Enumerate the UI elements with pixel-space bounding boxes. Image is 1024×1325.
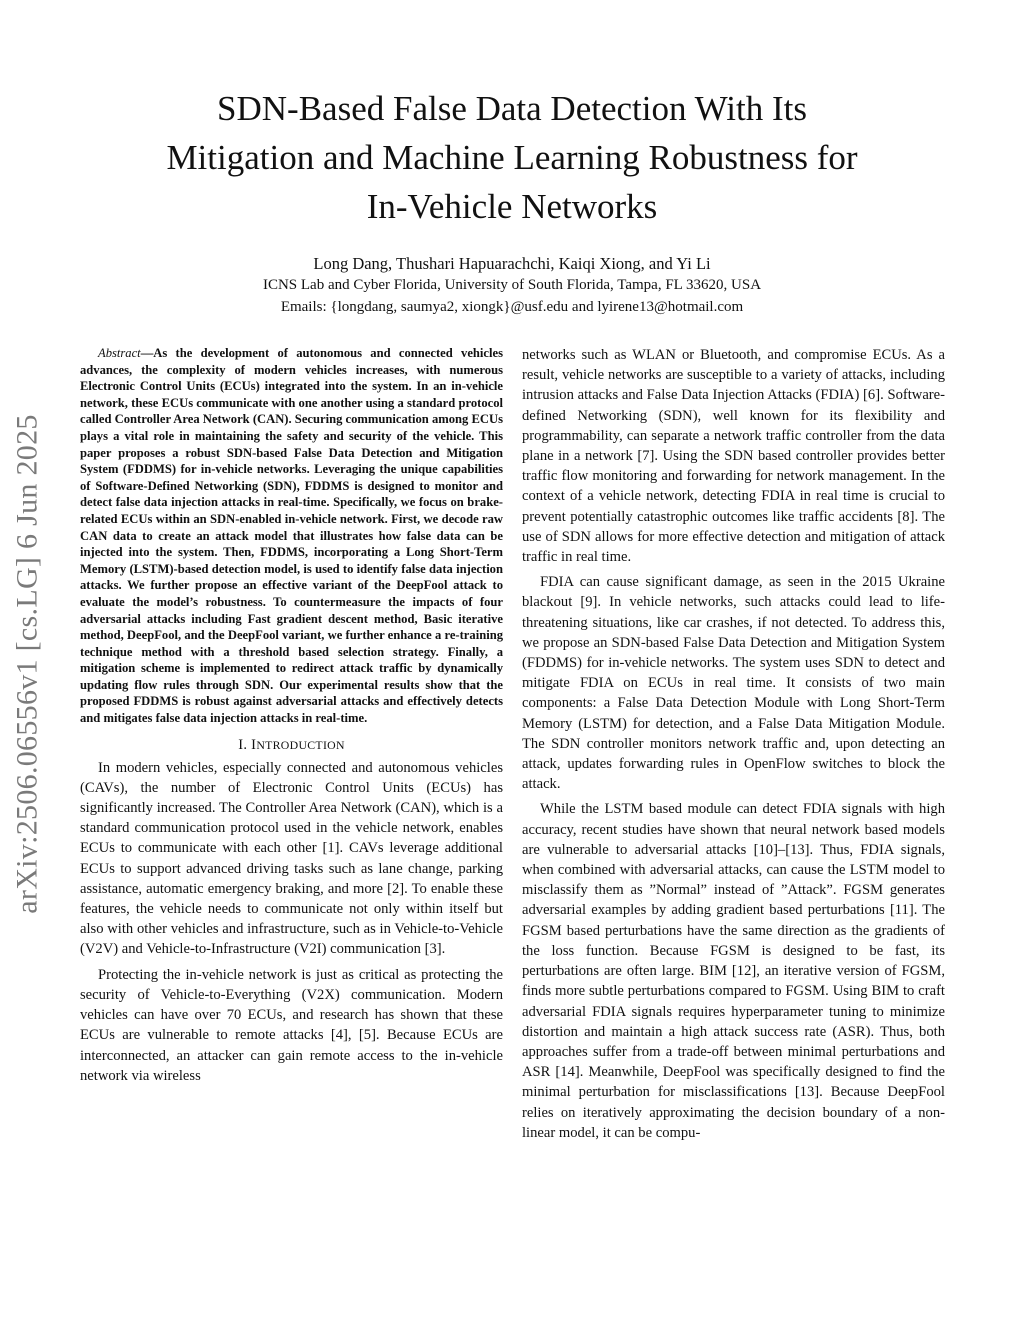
- paper-title: [80, 84, 944, 231]
- title-line-2: Mitigation and Machine Learning Robustness for: [166, 138, 858, 177]
- abstract-text: —As the development of autonomous and connected vehicles advances, the complexity of modern vehicles increases, with numerous Electronic Control Units (ECUs) integrated into the system. In an in-vehicle network, these ECUs communicate with one another using a standard protocol called Controller Area Network (CAN). Securing communication among ECUs plays a vital role in maintaining the safety and security of the vehicle. This paper proposes a robust SDN-based False Data Detection and Mitigation System (FDDMS) for in-vehicle networks. Leveraging the unique capabilities of Software-Defined Networking (SDN), FDDMS is designed to monitor and detect false data injection attacks in real-time. Specifically, we focus on brake-related ECUs within an SDN-enabled in-vehicle network. First, we decode raw CAN data to create an attack model that illustrates how false data can be injected into the system. Then, FDDMS, incorporating a Long Short-Term Memory (LSTM)-based detection model, is used to identify false data injection attacks. We further propose an effective variant of the DeepFool attack to evaluate the model’s robustness. To countermeasure the impacts of four adversarial attacks including Fast gradient descent method, Basic iterative method, DeepFool, and the DeepFool variant, we further enhance a re-training technique method with a threshold based selection strategy. Finally, a mitigation scheme is implemented to redirect attack traffic by dynamically updating flow rules through SDN. Our experimental results show that the proposed FDDMS is robust against adversarial attacks and effectively detects and mitigates false data injection attacks in real-time.: [80, 346, 503, 726]
- right-column: [522, 345, 945, 1148]
- author-list: Long Dang, Thushari Hapuarachchi, Kaiqi Xiong, and Yi Li: [313, 254, 711, 273]
- section-title-initial: I: [251, 736, 257, 753]
- title-line-1: SDN-Based False Data Detection With Its: [217, 89, 807, 128]
- section-heading-introduction: [80, 734, 503, 756]
- arxiv-identifier-stamp: [6, 370, 50, 958]
- title-line-3: In-Vehicle Networks: [366, 187, 658, 226]
- intro-paragraph-5: While the LSTM based module can detect FDIA signals with high accuracy, recent studies have shown that neural network based models are vulnerable to adversarial attacks [10]–[13]. Thus, FDIA signals, when combined with adversarial attacks, can cause the LSTM model to misclassify them as ”Normal” instead of ”Attack”. FGSM generates adversarial examples by adding gradient based perturbations [11]. The FGSM based perturbations have the same direction as the gradients of the loss function. Because FGSM is designed to be fast, its perturbations are often large. BIM [12], an iterative version of FGSM, finds more subtle perturbations compared to FGSM. Using BIM to craft adversarial FDIA signals requires hyperparameter tuning to minimize distortion and maintain a high attack success rate (ASR). Thus, both approaches suffer from a trade-off between minimal perturbations and ASR [14]. Meanwhile, DeepFool was specifically designed to find the minimal perturbation for misclassifications [13]. Because DeepFool relies on iteratively approximating the decision boundary of a non-linear model, it can be compu-: [522, 801, 945, 1141]
- left-column: [80, 345, 503, 1091]
- section-title-rest: NTRODUCTION: [256, 737, 345, 752]
- section-number: I.: [238, 736, 252, 753]
- title-block: [80, 84, 944, 318]
- author-emails: Emails: {longdang, saumya2, xiongk}@usf.edu and lyirene13@hotmail.com: [280, 299, 744, 315]
- intro-paragraph-1: In modern vehicles, especially connected and autonomous vehicles (CAVs), the number of Electronic Control Units (ECUs) has significantly increased. The Controller Area Network (CAN), which is a standard communication protocol used in the vehicle network, enables ECUs to communicate with each other [1]. CAVs leverage additional ECUs to support advanced driving tasks such as lane change, parking assistance, automatic emergency braking, and more [2]. To enable these features, the vehicle needs to communicate not only within itself but also with other vehicles and infrastructure, such as in Vehicle-to-Vehicle (V2V) and Vehicle-to-Infrastructure (V2I) communication [3].: [80, 759, 503, 958]
- intro-paragraph-3: networks such as WLAN or Bluetooth, and compromise ECUs. As a result, vehicle networks are susceptible to a variety of attacks, including intrusion attacks and False Data Injection Attacks (FDIA) [6]. Software-defined Networking (SDN), well known for its flexibility and programmability, can separate a network traffic controller from the data plane in a network [7]. Using the SDN based controller provides better traffic flow monitoring and forwarding for network management. In the context of a vehicle network, detecting FDIA in real time is crucial to prevent potentially catastrophic outcomes like traffic accidents [8]. The use of SDN allows for more effective detection and mitigation of attack traffic in real time.: [522, 347, 945, 566]
- intro-paragraph-4: FDIA can cause significant damage, as seen in the 2015 Ukraine blackout [9]. In vehicle networks, such attacks could lead to life-threatening situations, like car crashes, if not detected. To address this, we propose an SDN-based False Data Detection and Mitigation System (FDDMS) for in-vehicle networks. The system uses SDN to detect and mitigate FDIA on ECUs in real time. It consists of two main components: a False Data Detection Module with Long Short-Term Memory (LSTM) for detection, and a False Data Mitigation Module. The SDN controller monitors network traffic and, upon detecting an attack, updates forwarding rules in OpenFlow switches to block the attack.: [522, 574, 945, 793]
- affiliation: ICNS Lab and Cyber Florida, University of South Florida, Tampa, FL 33620, USA: [262, 277, 762, 293]
- arxiv-id-text: arXiv:2506.06556v1 [cs.LG] 6 Jun 2025: [11, 414, 45, 914]
- intro-paragraph-2: Protecting the in-vehicle network is just as critical as protecting the security of Vehicle-to-Everything (V2X) communication. Modern vehicles can have over 70 ECUs, and research has shown that these ECUs are vulnerable to remote attacks [4], [5]. Because ECUs are interconnected, an attacker can gain remote access to the in-vehicle network via wireless: [80, 966, 503, 1084]
- abstract-label: Abstract: [98, 346, 141, 360]
- abstract: [80, 345, 503, 727]
